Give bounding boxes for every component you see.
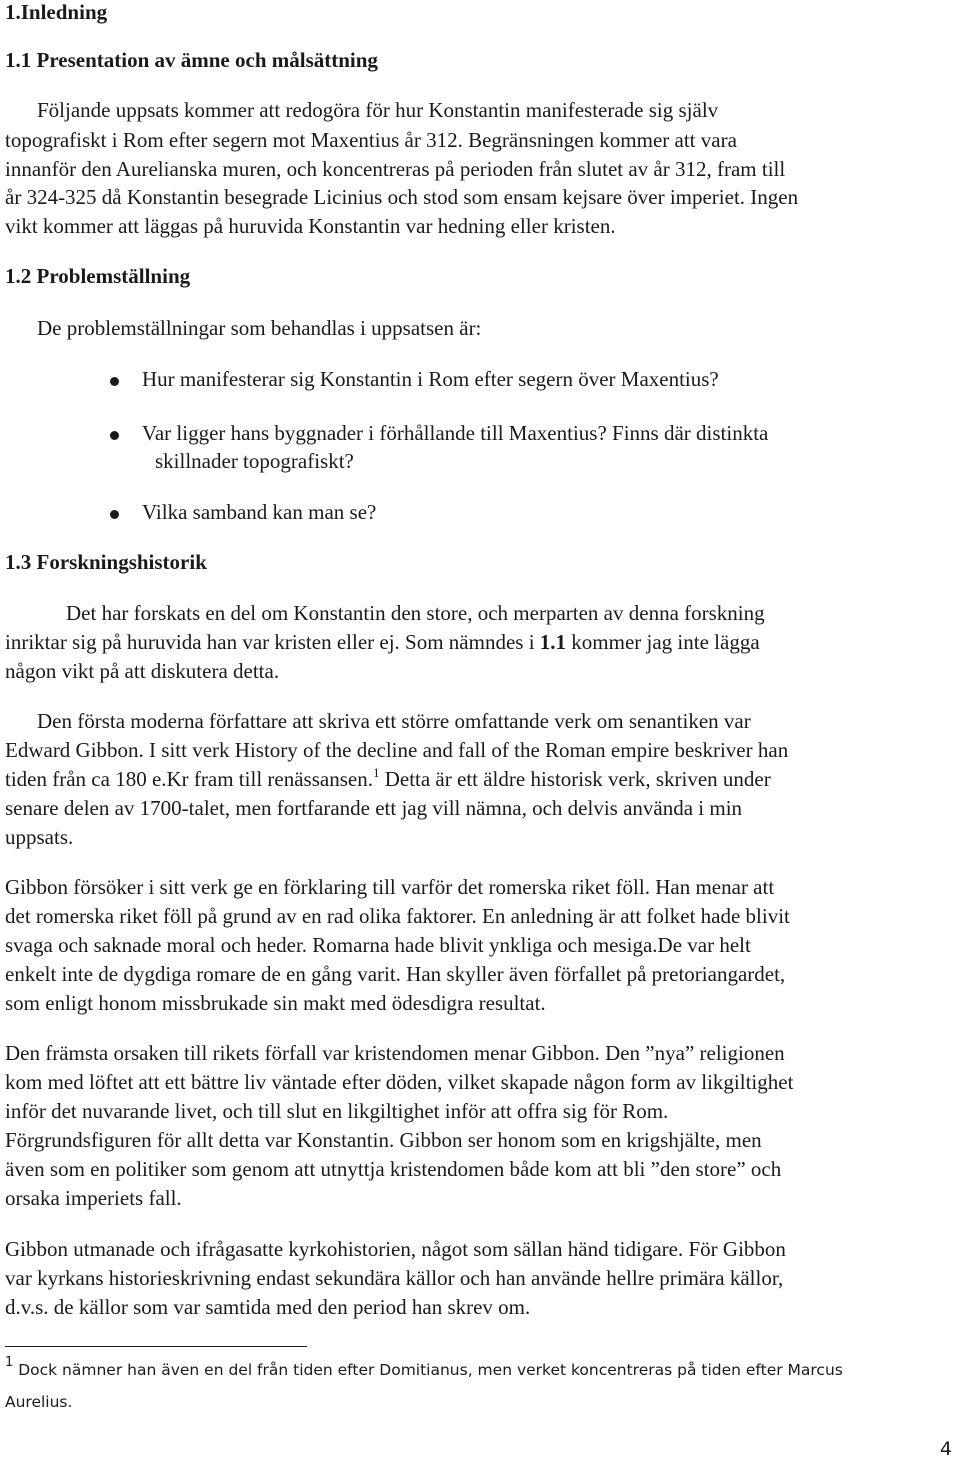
paragraph-line: Edward Gibbon. I sitt verk History of the decline and fall of the Roman empire beskriver han [5,738,789,762]
paragraph-line: som enligt honom missbrukade sin makt med ödesdigra resultat. [5,991,546,1015]
paragraph-line: enkelt inte de dygdiga romare de en gång varit. Han skyller även förfallet på pretoriangardet, [5,962,786,986]
footnote-ref[interactable]: 1 [372,765,380,780]
bullet-item: Vilka samband kan man se? [142,500,377,524]
page-number: 4 [939,1438,952,1460]
paragraph-line: Förgrundsfiguren för allt detta var Konstantin. Gibbon ser honom som en krigshjälte, men [5,1128,762,1152]
paragraph-line: även som en politiker som genom att utnyttja kristendomen både kom att bli ”den store” och [5,1157,782,1181]
bullet-dot [110,377,119,386]
footnote-number: 1 [5,1355,14,1370]
paragraph-line: var kyrkans historieskrivning endast sekundära källor och han använde hellre primära källor, [5,1266,784,1290]
footnote-line: Aurelius. [5,1393,73,1411]
bullet-item: Hur manifesterar sig Konstantin i Rom efter segern över Maxentius? [142,367,719,391]
footnote-line: $^1$ Dock nämner han även en del från tiden efter Domitianus, men verket koncentreras på tiden efter Marcus [5,1355,843,1379]
bullet-item-continuation: skillnader topografiskt? [155,449,354,473]
paragraph-line: orsaka imperiets fall. [5,1186,182,1210]
paragraph-line: inriktar sig på huruvida han var kristen eller ej. Som nämndes i 1.1 kommer jag inte lägga [5,630,760,654]
paragraph-line: d.v.s. de källor som var samtida med den period han skrev om. [5,1295,531,1319]
chapter-heading: 1.Inledning [5,0,108,24]
bullet-dot [110,510,119,519]
paragraph-line: vikt kommer att läggas på huruvida Konstantin var hedning eller kristen. [5,214,616,238]
paragraph-line: Gibbon utmanade och ifrågasatte kyrkohistorien, något som sällan händ tidigare. För Gibbon [5,1237,786,1261]
paragraph-line: Det har forskats en del om Konstantin den store, och merparten av denna forskning [66,601,765,625]
paragraph-line: någon vikt på att diskutera detta. [5,659,280,683]
section-heading-1-2: 1.2 Problemställning [5,264,191,288]
paragraph-line: Gibbon försöker i sitt verk ge en förklaring till varför det romerska riket föll. Han menar att [5,875,775,899]
paragraph-line: uppsats. [5,825,74,849]
paragraph-line: år 324-325 då Konstantin besegrade Licinius och stod som ensam kejsare över imperiet. Ingen [5,185,799,209]
section-heading-1-1: 1.1 Presentation av ämne och målsättning [5,48,378,72]
paragraph-line: inför det nuvarande livet, och till slut en likgiltighet inför att offra sig för Rom. [5,1099,669,1123]
paragraph-line: kom med löftet att ett bättre liv väntade efter döden, vilket skapade någon form av likgiltighet [5,1070,794,1094]
problem-intro: De problemställningar som behandlas i uppsatsen är: [37,316,482,340]
paragraph-line: innanför den Aurelianska muren, och koncentreras på perioden från slutet av år 312, fram till [5,157,786,181]
bullet-dot [110,431,119,440]
paragraph-line: tiden från ca 180 e.Kr fram till renässansen.$^1$ Detta är ett äldre historisk verk, skriven under [5,765,771,791]
paragraph-line: svaga och saknade moral och heder. Romarna hade blivit ynkliga och mesiga.De var helt [5,933,751,957]
paragraph-line: Den första moderna författare att skriva ett större omfattande verk om senantiken var [37,709,751,733]
section-heading-1-3: 1.3 Forskningshistorik [5,550,207,574]
paragraph-line: topografiskt i Rom efter segern mot Maxentius år 312. Begränsningen kommer att vara [5,128,737,152]
paragraph-line: Följande uppsats kommer att redogöra för hur Konstantin manifesterade sig själv [37,98,719,122]
paragraph-line: det romerska riket föll på grund av en rad olika faktorer. En anledning är att folket hade blivit [5,904,790,928]
paragraph-line: senare delen av 1700-talet, men fortfarande ett jag vill nämna, och delvis använda i min [5,796,743,820]
footnote-separator [5,1346,307,1347]
bullet-item: Var ligger hans byggnader i förhållande till Maxentius? Finns där distinkta [142,421,769,445]
paragraph-line: Den främsta orsaken till rikets förfall var kristendomen menar Gibbon. Den ”nya” religionen [5,1041,785,1065]
